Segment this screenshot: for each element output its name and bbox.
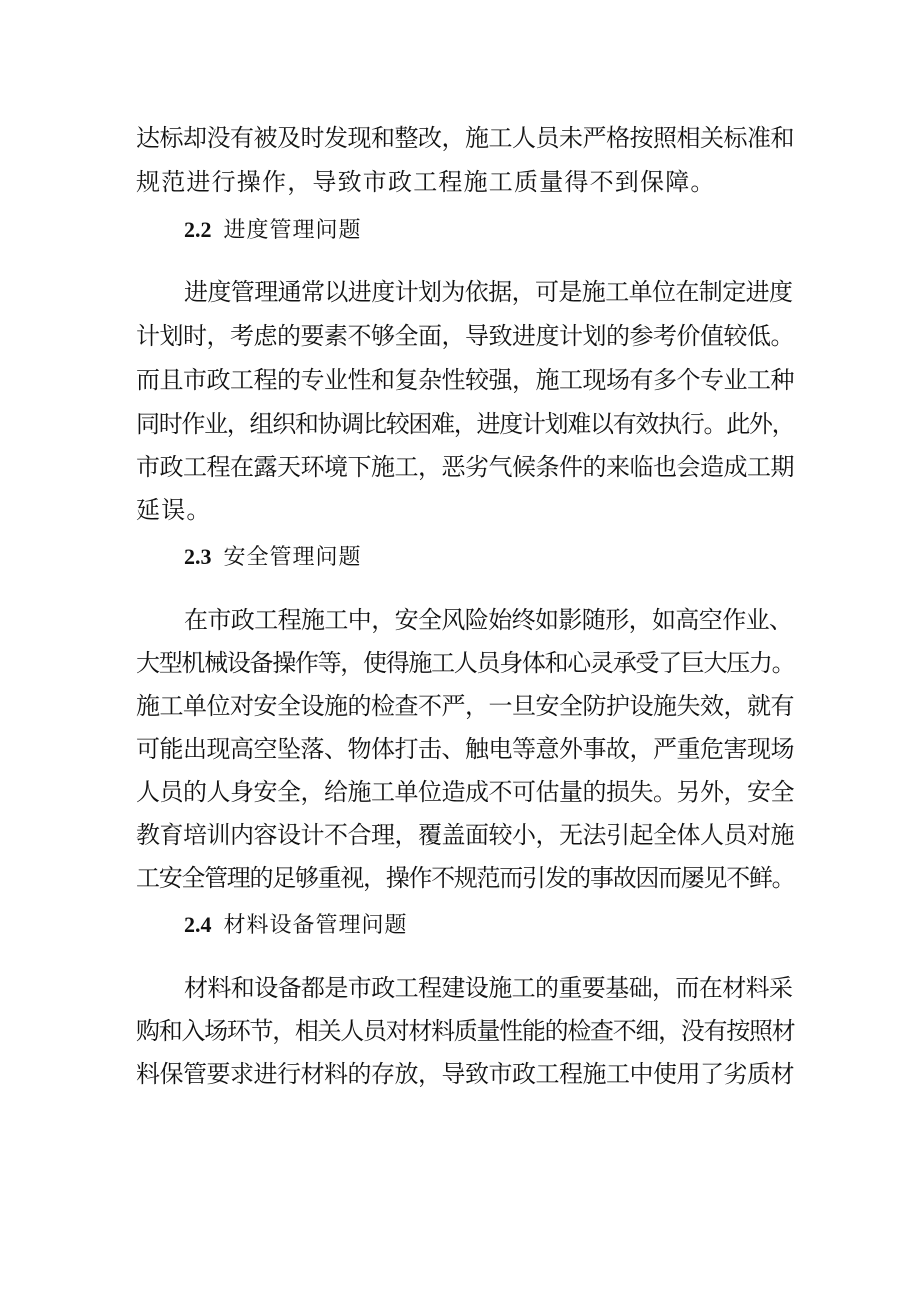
section-number: 2.4 <box>184 912 212 937</box>
paragraph-line: 计划时，考虑的要素不够全面，导致进度计划的参考价值较低。 <box>136 322 794 350</box>
paragraph-line: 进度管理通常以进度计划为依据，可是施工单位在制定进度 <box>184 278 793 306</box>
paragraph-line: 材料和设备都是市政工程建设施工的重要基础，而在材料采 <box>184 974 793 1002</box>
paragraph-line: 市政工程在露天环境下施工，恶劣气候条件的来临也会造成工期 <box>136 453 794 481</box>
paragraph-line: 施工单位对安全设施的检查不严，一旦安全防护设施失效，就有 <box>136 692 794 720</box>
paragraph-line: 料保管要求进行材料的存放，导致市政工程施工中使用了劣质材 <box>136 1060 794 1088</box>
paragraph-line: 可能出现高空坠落、物体打击、触电等意外事故，严重危害现场 <box>136 735 794 763</box>
paragraph-line: 延误。 <box>136 496 212 524</box>
paragraph-line: 达标却没有被及时发现和整改，施工人员未严格按照相关标准和 <box>136 124 794 152</box>
section-number: 2.3 <box>184 544 212 569</box>
section-title: 材料设备管理问题 <box>223 913 408 938</box>
paragraph-line: 而且市政工程的专业性和复杂性较强，施工现场有多个专业工种 <box>136 366 794 394</box>
section-number: 2.2 <box>184 217 212 242</box>
section-title: 进度管理问题 <box>223 218 362 243</box>
paragraph-line: 人员的人身安全，给施工单位造成不可估量的损失。另外，安全 <box>136 778 794 806</box>
section-heading-2-2 <box>184 210 362 250</box>
paragraph-line: 同时作业，组织和协调比较困难，进度计划难以有效执行。此外， <box>136 410 795 438</box>
section-heading-2-3 <box>184 537 362 577</box>
paragraph-line: 大型机械设备操作等，使得施工人员身体和心灵承受了巨大压力。 <box>136 649 795 677</box>
section-heading-2-4 <box>184 905 408 945</box>
section-title: 安全管理问题 <box>223 545 362 570</box>
paragraph-line: 教育培训内容设计不合理，覆盖面较小，无法引起全体人员对施 <box>136 821 794 849</box>
paragraph-line: 购和入场环节，相关人员对材料质量性能的检查不细，没有按照材 <box>136 1017 795 1045</box>
paragraph-line: 在市政工程施工中，安全风险始终如影随形，如高空作业、 <box>184 606 793 634</box>
paragraph-line: 规范进行操作，导致市政工程施工质量得不到保障。 <box>136 168 716 196</box>
paragraph-line: 工安全管理的足够重视，操作不规范而引发的事故因而屡见不鲜。 <box>136 864 795 892</box>
